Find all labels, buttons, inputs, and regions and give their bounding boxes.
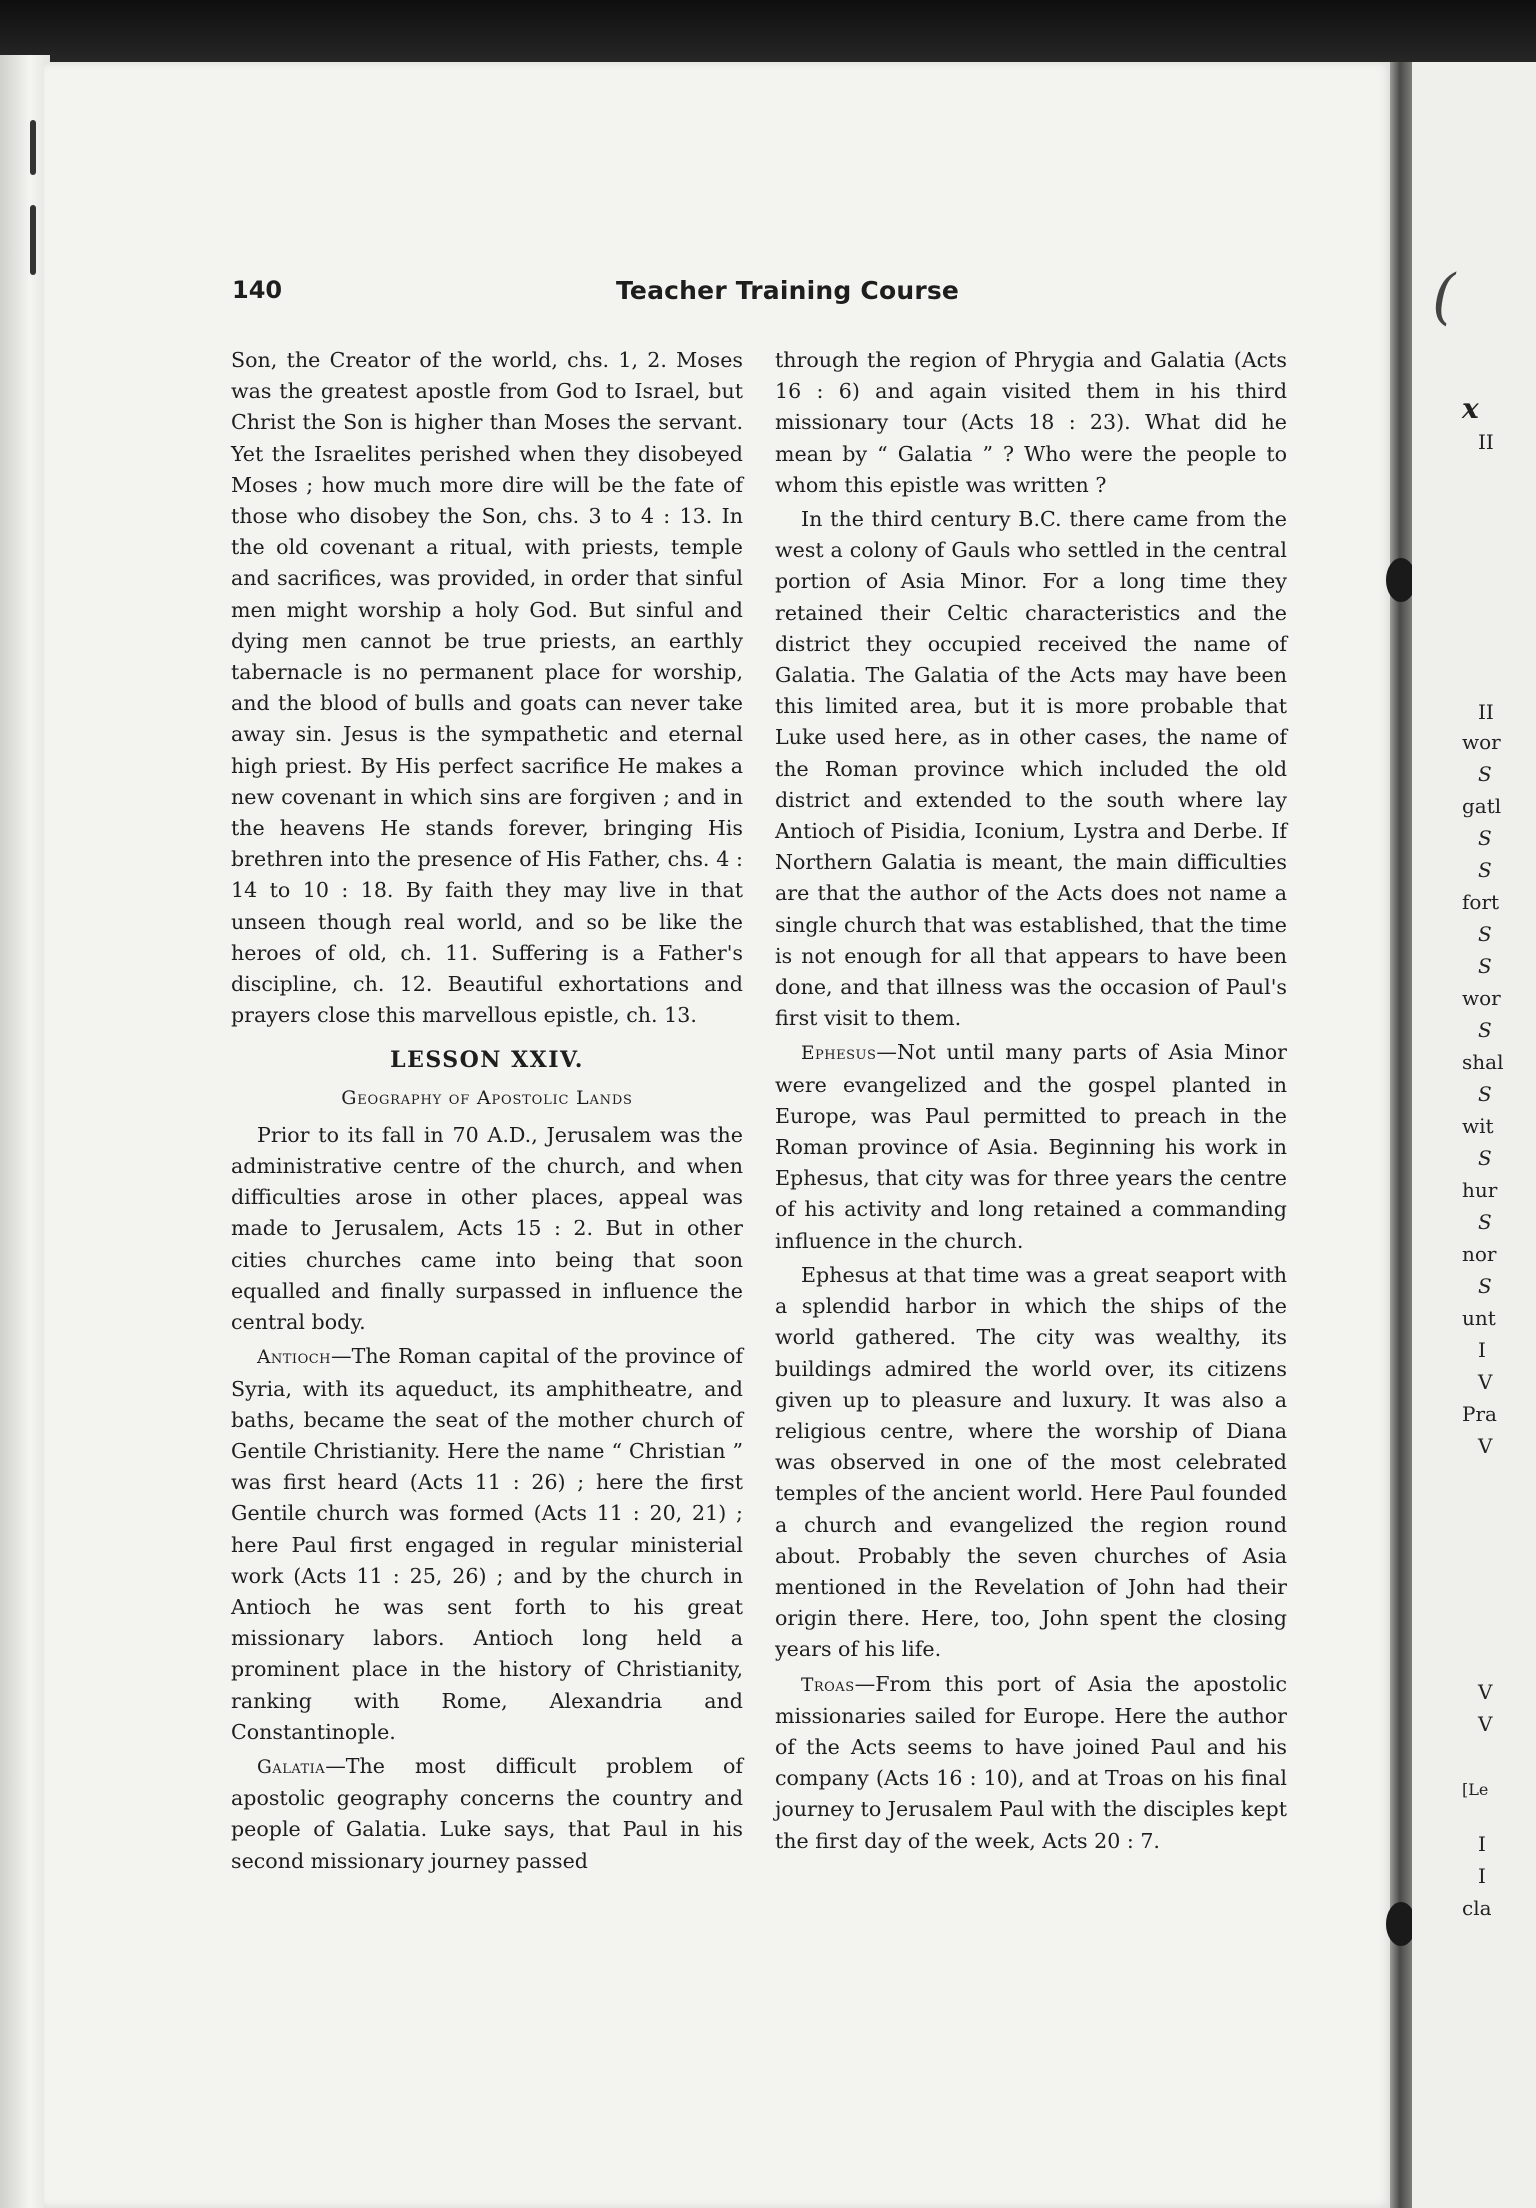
section-body: —From this port of Asia the apostolic missionaries sailed for Europe. Here the author of the Acts seems to have joined Paul and his company (Acts 16 : 10), and at Troas on his final journey to Jerusalem Paul with the disciples kept the first day of the week, Acts 20 : 7. <box>775 1671 1287 1853</box>
next-page-text: shal <box>1462 1050 1504 1074</box>
next-page-text: cla <box>1462 1896 1492 1920</box>
section-antioch <box>231 1341 743 1748</box>
section-galatia <box>231 1751 743 1877</box>
next-page-text: S <box>1478 1018 1492 1042</box>
paragraph: Ephesus at that time was a great seaport with a splendid harbor in which the ships of the world gathered. The city was wealthy, its buildings admired the world over, its citizens given up to pleasure and luxury. It was also a religious centre, where the worship of Diana was observed in one of the most celebrated temples of the ancient world. Here Paul founded a church and evangelized the region round about. Probably the seven churches of Asia mentioned in the Revelation of John had their origin there. Here, too, John spent the closing years of his life. <box>775 1262 1287 1662</box>
section-troas <box>775 1669 1287 1857</box>
adjacent-page-sliver <box>1412 62 1536 2208</box>
right-text-column <box>775 345 1287 1857</box>
next-page-text: S <box>1478 858 1492 882</box>
lesson-subtitle: Geography of Apostolic Lands <box>341 1086 633 1109</box>
page-gutter <box>1390 62 1412 2208</box>
next-page-text: x <box>1462 392 1479 425</box>
next-page-text: wor <box>1462 730 1501 754</box>
next-page-text: II <box>1478 700 1494 724</box>
next-page-text: S <box>1478 922 1492 946</box>
next-page-text: I <box>1478 1832 1486 1856</box>
next-page-text: wor <box>1462 986 1501 1010</box>
next-page-text: Pra <box>1462 1402 1497 1426</box>
paragraph: Son, the Creator of the world, chs. 1, 2. Moses was the greatest apostle from God to Israel, but Christ the Son is higher than Moses the servant. Yet the Israelites perished when they disobeyed Moses ; how much more dire will be the fate of those who disobey the Son, chs. 3 to 4 : 13. In the old covenant a ritual, with priests, temple and sacrifices, was provided, in order that sinful men might worship a holy God. But sinful and dying men cannot be true priests, an earthly tabernacle is no permanent place for worship, and the blood of bulls and goats can never take away sin. Jesus is the sympathetic and eternal high priest. By His perfect sacrifice He makes a new covenant in which sins are forgiven ; and in the heavens He stands forever, bringing His brethren into the presence of His Father, chs. 4 : 14 to 10 : 18. By faith they may live in that unseen though real world, and so be like the heroes of old, ch. 11. Suffering is a Father's discipline, ch. 12. Beautiful exhortations and prayers close this marvellous epistle, ch. 13. <box>231 348 743 1028</box>
binding-mark <box>30 120 36 175</box>
next-page-text: wit <box>1462 1114 1494 1138</box>
section-body: —Not until many parts of Asia Minor were evangelized and the gospel planted in Europe, was Paul permitted to preach in the Roman province of Asia. Beginning his work in Ephesus, that city was for three years the centre of his activity and long retained a commanding influence in the church. <box>775 1040 1287 1253</box>
next-page-text: V <box>1478 1712 1493 1736</box>
next-page-text: gatl <box>1462 794 1502 818</box>
paragraph: through the region of Phrygia and Galatia (Acts 16 : 6) and again visited them in his third missionary tour (Acts 18 : 23). What did he mean by “ Galatia ” ? Who were the people to whom this epistle was written ? <box>775 348 1287 497</box>
next-page-text: S <box>1478 762 1492 786</box>
next-page-text: V <box>1478 1434 1493 1458</box>
next-page-text: V <box>1478 1680 1493 1704</box>
next-page-text: unt <box>1462 1306 1496 1330</box>
section-ephesus <box>775 1037 1287 1256</box>
section-head: Galatia <box>257 1756 326 1778</box>
next-page-text: S <box>1478 1082 1492 1106</box>
next-page-text: fort <box>1462 890 1500 914</box>
next-page-text: S <box>1478 826 1492 850</box>
next-page-text: S <box>1478 1210 1492 1234</box>
page-number: 140 <box>232 276 283 304</box>
next-page-text: V <box>1478 1370 1493 1394</box>
left-text-column <box>231 345 743 1877</box>
next-page-text: [Le <box>1462 1780 1489 1799</box>
next-page-text: II <box>1478 430 1494 454</box>
next-page-text: I <box>1478 1864 1486 1888</box>
next-page-text: nor <box>1462 1242 1497 1266</box>
running-title: Teacher Training Course <box>616 276 960 305</box>
section-head: Troas <box>801 1674 855 1696</box>
paragraph: In the third century B.C. there came from the west a colony of Gauls who settled in the central portion of Asia Minor. For a long time they retained their Celtic characteristics and the district they occupied received the name of Galatia. The Galatia of the Acts may have been this limited area, but it is more probable that Luke used here, as in other cases, the name of the Roman province which included the old district and extended to the south where lay Antioch of Pisidia, Iconium, Lystra and Derbe. If Northern Galatia is meant, the main difficulties are that the author of the Acts does not name a single church that was established, that the time is not enough for all that appears to have been done, and that illness was the occasion of Paul's first visit to them. <box>775 507 1287 1031</box>
binding-mark <box>30 205 36 275</box>
section-head: Antioch <box>257 1347 332 1369</box>
section-head: Ephesus <box>801 1043 877 1065</box>
page-binding-edge <box>0 55 50 2208</box>
next-page-text: S <box>1478 1146 1492 1170</box>
lesson-title: LESSON XXIV. <box>390 1047 584 1074</box>
next-page-text: S <box>1478 1274 1492 1298</box>
handwritten-mark: ( <box>1432 262 1456 332</box>
next-page-text: hur <box>1462 1178 1498 1202</box>
section-body: —The Roman capital of the province of Syria, with its aqueduct, its amphitheatre, and baths, became the seat of the mother church of Gentile Christianity. Here the name “ Christian ” was first heard (Acts 11 : 26) ; here the first Gentile church was formed (Acts 11 : 20, 21) ; here Paul first engaged in regular ministerial work (Acts 11 : 25, 26) ; and by the church in Antioch he was sent forth to his great missionary labors. Antioch long held a prominent place in the history of Christianity, ranking with Rome, Alexandria and Constantinople. <box>231 1344 743 1744</box>
next-page-text: I <box>1478 1338 1486 1362</box>
next-page-text: S <box>1478 954 1492 978</box>
paragraph: Prior to its fall in 70 A.D., Jerusalem was the administrative centre of the church, and when difficulties arose in other places, appeal was made to Jerusalem, Acts 15 : 2. But in other cities churches came into being that soon equalled and finally surpassed in influence the central body. <box>231 1122 743 1335</box>
section-body: —The most difficult problem of apostolic geography concerns the country and people of Galatia. Luke says, that Paul in his second missionary journey passed <box>231 1753 743 1873</box>
